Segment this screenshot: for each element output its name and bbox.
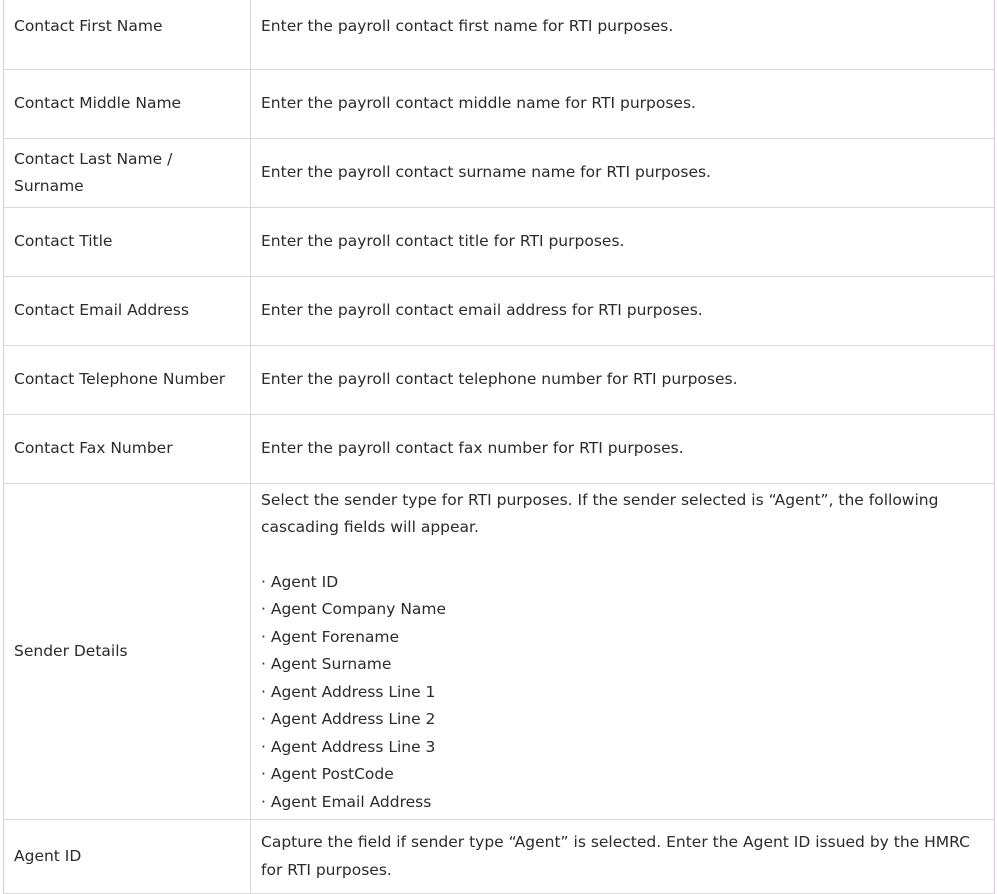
field-description-table xyxy=(3,0,995,894)
field-name-cell: Agent ID xyxy=(4,820,251,894)
list-item: · Agent Address Line 1 xyxy=(261,679,988,707)
field-description-cell: Enter the payroll contact telephone number for RTI purposes. xyxy=(251,346,995,415)
field-name-cell: Contact Title xyxy=(4,208,251,277)
table-row xyxy=(4,820,995,894)
cascading-fields-list xyxy=(261,569,988,817)
list-item: · Agent Address Line 2 xyxy=(261,706,988,734)
table-row xyxy=(4,70,995,139)
field-description-cell xyxy=(251,484,995,820)
list-item: · Agent Forename xyxy=(261,624,988,652)
field-description-cell: Enter the payroll contact fax number for RTI purposes. xyxy=(251,415,995,484)
list-item: · Agent PostCode xyxy=(261,761,988,789)
field-name-cell: Contact Middle Name xyxy=(4,70,251,139)
field-name-cell: Sender Details xyxy=(4,484,251,820)
field-name-cell: Contact Email Address xyxy=(4,277,251,346)
paragraph-spacer xyxy=(261,542,988,569)
list-item: · Agent Surname xyxy=(261,651,988,679)
field-name-cell: Contact First Name xyxy=(4,0,251,70)
field-description-cell: Enter the payroll contact title for RTI purposes. xyxy=(251,208,995,277)
list-item: · Agent Email Address xyxy=(261,789,988,817)
table-row xyxy=(4,346,995,415)
table-row xyxy=(4,139,995,208)
field-name-cell: Contact Fax Number xyxy=(4,415,251,484)
list-item: · Agent Company Name xyxy=(261,596,988,624)
list-item: · Agent ID xyxy=(261,569,988,597)
table-row xyxy=(4,0,995,70)
sender-details-description: Select the sender type for RTI purposes. If the sender selected is “Agent”, the following cascading fields will appear. xyxy=(261,490,939,537)
field-description-cell: Enter the payroll contact surname name for RTI purposes. xyxy=(251,139,995,208)
field-description-cell: Enter the payroll contact first name for RTI purposes. xyxy=(251,0,995,70)
field-name-cell: Contact Last Name / Surname xyxy=(4,139,251,208)
field-description-cell: Enter the payroll contact middle name for RTI purposes. xyxy=(251,70,995,139)
field-name-cell: Contact Telephone Number xyxy=(4,346,251,415)
list-item: · Agent Address Line 3 xyxy=(261,734,988,762)
field-description-cell: Enter the payroll contact email address for RTI purposes. xyxy=(251,277,995,346)
table-row xyxy=(4,208,995,277)
table-row xyxy=(4,484,995,820)
field-description-cell: Capture the field if sender type “Agent” is selected. Enter the Agent ID issued by the HMRC for RTI purposes. xyxy=(251,820,995,894)
table-row xyxy=(4,415,995,484)
table-row xyxy=(4,277,995,346)
